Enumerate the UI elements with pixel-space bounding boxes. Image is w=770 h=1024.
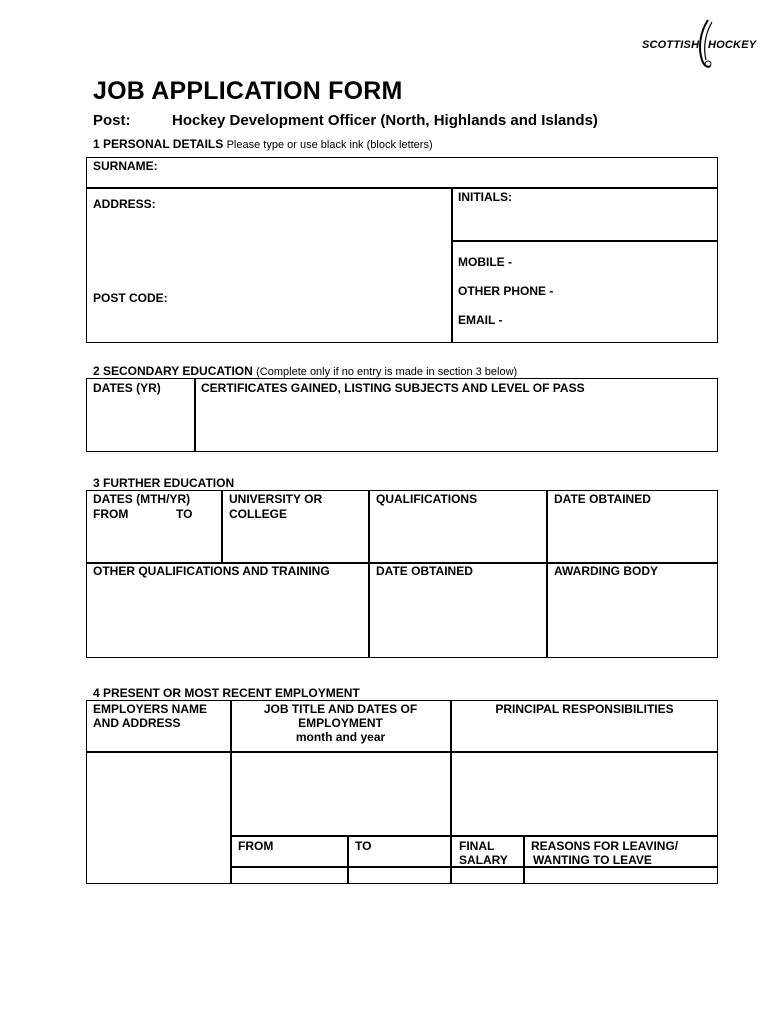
personal-details-table xyxy=(86,157,718,343)
post-code-field[interactable]: POST CODE: xyxy=(93,291,168,305)
address-field[interactable]: ADDRESS: xyxy=(93,197,156,211)
employer-address-header: AND ADDRESS xyxy=(93,716,181,730)
section4-heading: 4 PRESENT OR MOST RECENT EMPLOYMENT xyxy=(93,686,360,700)
initials-row-divider xyxy=(451,240,718,242)
further-dates-to: TO xyxy=(176,507,193,521)
employment-from-row-divider xyxy=(230,835,718,837)
logo-text-right: HOCKEY xyxy=(708,39,757,51)
job-title-header-3: month and year xyxy=(295,730,386,744)
section2-heading-row xyxy=(93,364,517,378)
further-col-divider-3 xyxy=(546,490,548,658)
further-college-header: COLLEGE xyxy=(229,507,288,521)
email-field[interactable]: EMAIL - xyxy=(458,313,503,327)
reasons-leaving-label-2: WANTING TO LEAVE xyxy=(533,853,652,867)
surname-field[interactable]: SURNAME: xyxy=(93,159,158,173)
further-dates-from: FROM xyxy=(93,507,129,521)
section1-note: Please type or use black ink (block letters) xyxy=(226,139,433,151)
form-title: JOB APPLICATION FORM xyxy=(93,77,403,105)
employment-from-label: FROM xyxy=(238,839,274,853)
reasons-leaving-label-1: REASONS FOR LEAVING/ xyxy=(531,839,679,853)
job-title-header-2: EMPLOYMENT xyxy=(298,716,383,730)
mobile-field[interactable]: MOBILE - xyxy=(458,255,512,269)
surname-row-divider xyxy=(86,187,718,189)
other-phone-field[interactable]: OTHER PHONE - xyxy=(458,284,554,298)
secondary-dates-header: DATES (YR) xyxy=(93,381,161,395)
employment-header-divider xyxy=(86,751,718,753)
employment-from-to-divider xyxy=(347,835,349,884)
secondary-certificates-header: CERTIFICATES GAINED, LISTING SUBJECTS AND LEVEL OF PASS xyxy=(201,381,585,395)
post-value: Hockey Development Officer (North, Highlands and Islands) xyxy=(172,112,598,129)
job-title-header-1: JOB TITLE AND DATES OF xyxy=(263,702,418,716)
awarding-body-header: AWARDING BODY xyxy=(554,564,659,578)
section3-heading: 3 FURTHER EDUCATION xyxy=(93,476,235,490)
scottish-hockey-logo xyxy=(636,18,756,74)
post-label: Post: xyxy=(93,112,131,129)
final-salary-label-2: SALARY xyxy=(459,853,508,867)
further-col-divider-2 xyxy=(368,490,370,658)
further-dates-header: DATES (MTH/YR) xyxy=(93,492,191,506)
principal-responsibilities-header: PRINCIPAL RESPONSIBILITIES xyxy=(495,702,674,716)
section2-heading: 2 SECONDARY EDUCATION xyxy=(93,364,253,378)
section1-heading-row xyxy=(93,137,433,151)
employment-to-label: TO xyxy=(355,839,372,853)
other-date-obtained-header: DATE OBTAINED xyxy=(376,564,473,578)
logo-text-left: SCOTTISH xyxy=(642,39,700,51)
initials-field[interactable]: INITIALS: xyxy=(458,190,512,204)
further-date-obtained-header: DATE OBTAINED xyxy=(554,492,651,506)
further-university-header: UNIVERSITY OR xyxy=(229,492,323,506)
secondary-col-divider xyxy=(194,378,196,452)
further-qualifications-header: QUALIFICATIONS xyxy=(376,492,478,506)
section1-heading: 1 PERSONAL DETAILS xyxy=(93,137,224,151)
address-column-divider xyxy=(451,187,453,343)
employment-col-divider-2 xyxy=(450,700,452,884)
final-salary-label-1: FINAL xyxy=(459,839,495,853)
employer-name-header: EMPLOYERS NAME xyxy=(93,702,208,716)
employment-salary-divider xyxy=(523,835,525,884)
further-col-divider-1 xyxy=(221,490,223,562)
other-qualifications-header: OTHER QUALIFICATIONS AND TRAINING xyxy=(93,564,330,578)
section2-note: (Complete only if no entry is made in section 3 below) xyxy=(256,366,518,378)
